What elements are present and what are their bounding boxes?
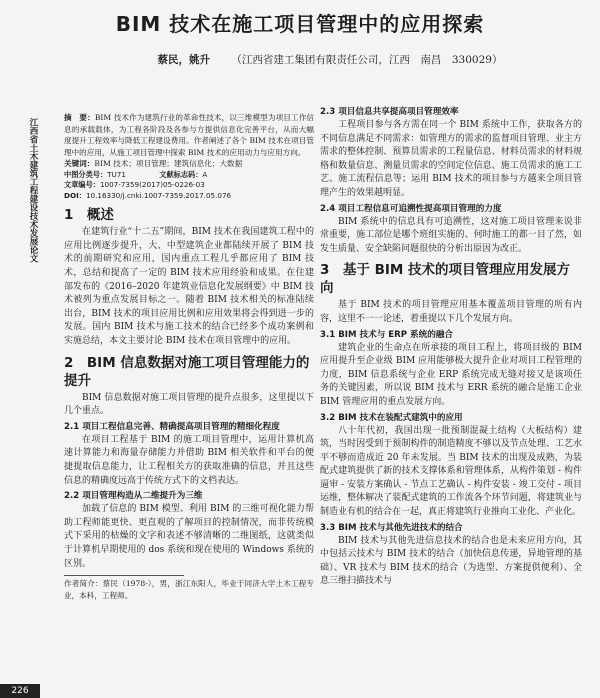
section-1-heading: 1 概述 bbox=[64, 207, 114, 224]
footnote-divider bbox=[64, 575, 184, 576]
section-2-3-heading: 2.3 项目信息共享提高项目管理效率 bbox=[320, 107, 459, 117]
section-2-paragraph: BIM 信息数据对施工项目管理的提升点很多，这里提以下几个重点。 bbox=[64, 392, 314, 417]
doi-value: 10.16330/j.cnki.1007-7359.2017.05.076 bbox=[85, 190, 232, 200]
section-3-3-paragraph: BIM 技术与其他先进信息技术的结合也是未来应用方向，其中包括云技术与 BIM 技术的结合（加快信息传递，异地管理的基础）、VR 技术与 BIM 技术的结合（为选型、方案提供便利）、全息三维扫描技术与 bbox=[320, 535, 582, 587]
doi-line bbox=[64, 191, 314, 202]
section-3-paragraph: 基于 BIM 技术的项目管理应用基本覆盖项目管理的所有内容，这里不一一论述，着重提以下几个发展方向。 bbox=[320, 300, 582, 324]
page-number: 226 bbox=[0, 684, 40, 698]
keywords-text: BIM 技术；项目管理；建筑信息化；大数据 bbox=[94, 159, 243, 168]
section-3-2-heading: 3.2 BIM 技术在装配式建筑中的应用 bbox=[320, 412, 463, 423]
section-2-2-heading: 2.2 项目管理构造从二维提升为三维 bbox=[64, 491, 203, 502]
author-names: 蔡民，姚升 bbox=[157, 54, 211, 66]
paper-title: BIM 技术在施工项目管理中的应用探索 bbox=[115, 12, 485, 36]
doc-code-value: A bbox=[202, 169, 208, 179]
classification-line bbox=[64, 170, 314, 181]
section-3-2-paragraph: 八十年代初，我国出现一批预制混凝土结构（大板结构）建筑，当时因受到于预制构件的制造精度不够以及节点处理、工艺水平不够而造成近 20 年未发展。当 BIM 技术的出现及成熟，为装配式建筑提供了新的技术支撑体系和管理体系，从构件策划 - 构件逼审 - 安装方案确认 - 节点工艺确认 - 构件安装 - 竣工交付 - 项目运维，整体解决了装配式建筑的工作流各个环节问题，将建筑业与制造业有机的结合在一起，真正将建筑行业推向工业化、产业化。 bbox=[320, 425, 582, 518]
side-tag: 江西省土木建筑工程建设技术发展论文 bbox=[28, 118, 38, 263]
right-column bbox=[320, 104, 582, 589]
article-number-value: 1007-7359(2017)05-0226-03 bbox=[99, 180, 205, 190]
doi-label: DOI： bbox=[64, 190, 86, 200]
section-3-1-heading: 3.1 BIM 技术与 ERP 系统的融合 bbox=[320, 329, 454, 340]
article-number bbox=[64, 180, 314, 191]
author-bio-footnote: 作者简介：蔡民（1978-），男，浙江东阳人，毕业于同济大学土木工程专业，本科，工程师。 bbox=[64, 579, 314, 600]
section-2-1-heading: 2.1 项目工程信息完善、精确提高项目管理的精细化程度 bbox=[64, 421, 280, 432]
clc-label: 中图分类号： bbox=[64, 169, 108, 179]
section-2-3-paragraph: 工程项目参与各方需在同一个 BIM 系统中工作，获取各方的不同信息满足不同需求：如管理方的需求的监督项目管理、业主方需求的整体控制、预算员需求的工程量信息、材料员需求的材料规格和数量信息、测量员需求的空间定位信息、施工员需求的施工工艺、施工流程信息等；运用 BIM 技术的项目参与方越来全项目管理产生的效果越明显。 bbox=[320, 120, 582, 198]
article-number-label: 文章编号： bbox=[64, 180, 100, 190]
doc-code-label: 文献标志码： bbox=[159, 169, 203, 179]
section-2-1-paragraph: 在项目工程基于 BIM 的施工项目管理中，运用计算机高速计算能力和海量存储能力并借助 BIM 相关软件和平台的便捷提取信息能力，让工程相关方的获取准确的信息，并且这些信息的精确度远高于传统方式下的文档表达。 bbox=[64, 434, 314, 486]
section-3-heading: 3 基于 BIM 技术的项目管理应用发展方向 bbox=[320, 262, 571, 297]
section-2-heading: 2 BIM 信息数据对施工项目管理能力的提升 bbox=[64, 354, 310, 389]
keywords-label: 关键词： bbox=[64, 159, 95, 168]
section-2-4-paragraph: BIM 系统中的信息具有可追溯性，这对施工项目管理来说非常重要，施工部位是哪个班组实施的、何时施工的都一目了然，如发生质量、安全缺陷问题很快的分析出原因为改正。 bbox=[320, 216, 582, 254]
section-3-3-heading: 3.3 BIM 技术与其他先进技术的结合 bbox=[320, 522, 463, 533]
author-affiliation: （江西省建工集团有限责任公司，江西 南昌 330029） bbox=[231, 54, 503, 66]
abstract-text: BIM 技术作为建筑行业的革命性技术，以三维模型为项目工作信息的承载载体，为工程各阶段及各参与方提供信息化完善平台，从而大幅度提升工程效率与降低工程建设费用。作者阐述了各个 BIM 技术在项目管理中的应用，从施工项目管理中探索 BIM 技术的应用动力与应用方向。 bbox=[64, 113, 314, 157]
author-line bbox=[60, 52, 600, 67]
section-3-1-paragraph: 建筑企业的生命点在所承接的项目工程上，将项目级的 BIM 应用提升至企业级 BIM 应用能够极大提升企业对项目工程管理的力度，BIM 信息系统与企业 ERP 系统完成无缝对接又是该项任务的关键因素，所以说 BIM 技术与 ERR 系统的融合是施工企业 BIM 管理应用的重点发展方向。 bbox=[320, 342, 582, 407]
clc-value: TU71 bbox=[107, 169, 126, 179]
left-column bbox=[64, 112, 314, 601]
section-2-4-heading: 2.4 项目工程信息可追溯性提高项目管理的力度 bbox=[320, 203, 502, 214]
section-2-2-paragraph: 加载了信息的 BIM 模型、利用 BIM 的三维可视化能力帮助工程师能更快、更直观的了解项目的控制情况，而非传统模式下采用的枯燥的文字和表述不够清晰的二维图纸，这就类似于计算机早期使用的 dos 系统和现在使用的 Windows 系统的区别。 bbox=[64, 504, 314, 569]
abstract bbox=[64, 112, 314, 158]
abstract-label: 摘 要： bbox=[64, 113, 95, 122]
section-1-paragraph: 在建筑行业“十二五”期间，BIM 技术在我国建筑工程中的应用比例逐步提升，大、中型建筑企业都陆续开展了 BIM 技术的前期研究和应用，国内重点工程几乎都应用了 BIM 技术，总结和提高了一定的 BIM 技术应用经验和成果。在住建部发布的《2016–2020 年建筑业信息化发展纲要》中 BIM 技术被列为重点发展目标之一。随着 BIM 技术相关的标准陆续出台，BIM 技术的项目应用比例和应用效果将会得到进一步的发展。国内 BIM 技术与施工技术的结合已经多个成功案例和实施总结，本文主要讨论 BIM 技术在项目管理中的应用。 bbox=[64, 227, 314, 347]
keywords bbox=[64, 158, 314, 170]
